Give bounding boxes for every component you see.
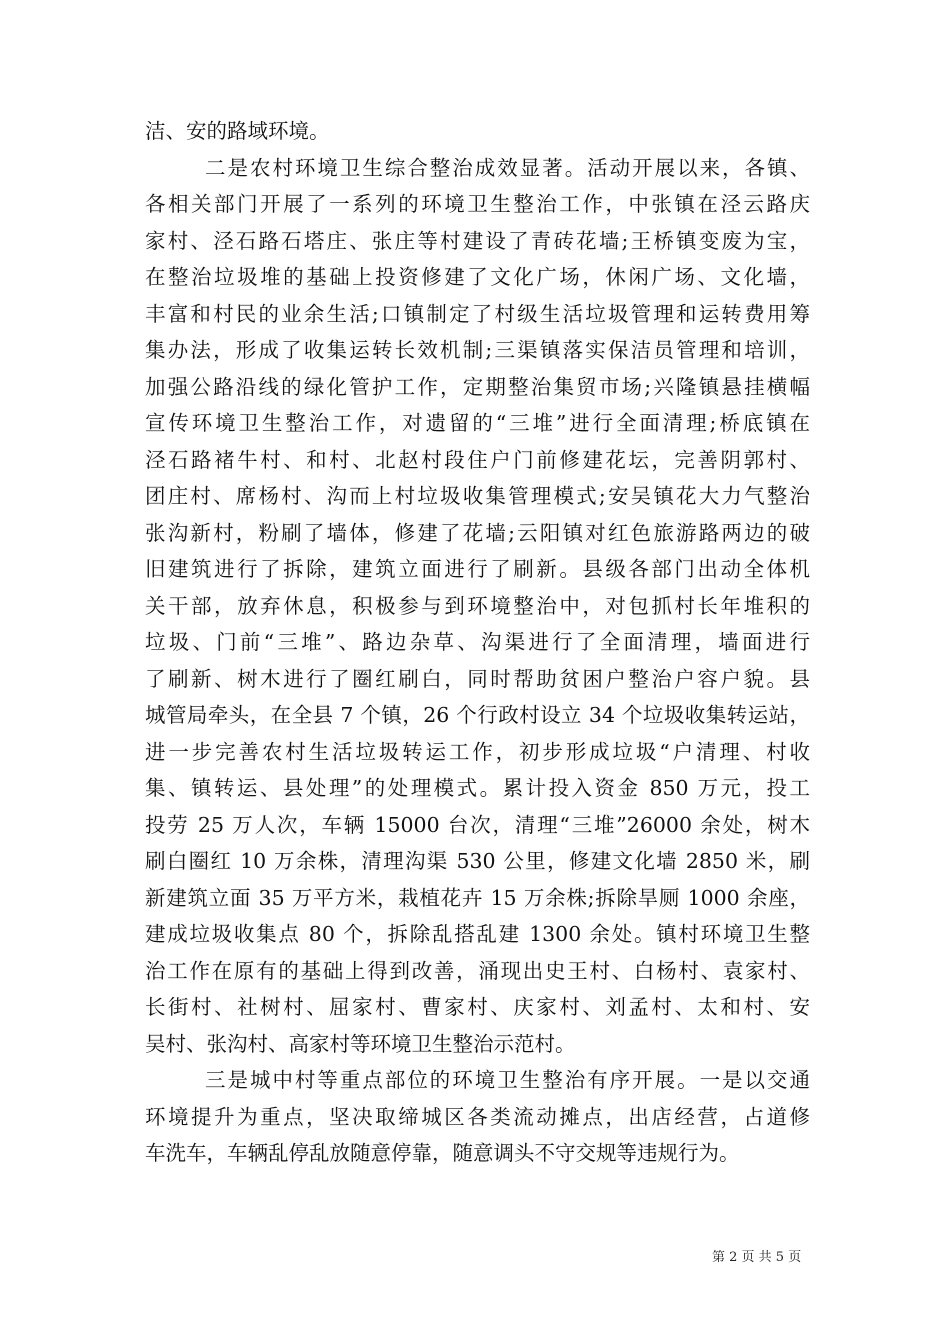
text-line: 长街村、社树村、屈家村、曹家村、庆家村、刘孟村、太和村、安 bbox=[145, 995, 810, 1019]
text-line: 建成垃圾收集点 80 个，拆除乱搭乱建 1300 余处。镇村环境卫生整 bbox=[145, 922, 810, 946]
text-line: 新建筑立面 35 万平方米，栽植花卉 15 万余株;拆除旱厕 1000 余座， bbox=[145, 885, 810, 910]
text-line: 关干部，放弃休息，积极参与到环境整治中，对包抓村长年堆积的 bbox=[145, 593, 810, 618]
paragraph-first-line: 三是城中村等重点部位的环境卫生整治有序开展。一是以交通 bbox=[205, 1068, 810, 1092]
text-line: 集、镇转运、县处理”的处理模式。累计投入资金 850 万元，投工 bbox=[145, 776, 810, 800]
text-line: 治工作在原有的基础上得到改善，涌现出史王村、白杨村、袁家村、 bbox=[145, 958, 810, 983]
text-line: 垃圾、门前“三堆”、路边杂草、沟渠进行了全面清理，墙面进行 bbox=[145, 630, 810, 654]
text-line: 了刷新、树木进行了圈红刷白，同时帮助贫困户整治户容户貌。县 bbox=[145, 666, 810, 691]
document-body bbox=[145, 113, 810, 1172]
text-line: 宣传环境卫生整治工作，对遗留的“三堆”进行全面清理;桥底镇在 bbox=[145, 411, 810, 435]
text-line: 家村、泾石路石塔庄、张庄等村建设了青砖花墙;王桥镇变废为宝， bbox=[145, 228, 810, 253]
paragraph-first-line: 二是农村环境卫生综合整治成效显著。活动开展以来，各镇、 bbox=[205, 155, 810, 180]
paragraph-last-line: 吴村、张沟村、高家村等环境卫生整治示范村。 bbox=[145, 1031, 576, 1056]
text-line: 加强公路沿线的绿化管护工作，定期整治集贸市场;兴隆镇悬挂横幅 bbox=[145, 374, 810, 399]
text-line: 环境提升为重点，坚决取缔城区各类流动摊点，出店经营，占道修 bbox=[145, 1104, 810, 1129]
text-line: 泾石路褚牛村、和村、北赵村段住户门前修建花坛，完善阴郭村、 bbox=[145, 447, 810, 472]
text-line: 城管局牵头，在全县 7 个镇，26 个行政村设立 34 个垃圾收集转运站， bbox=[145, 703, 810, 727]
text-line: 车洗车，车辆乱停乱放随意停靠，随意调头不守交规等违规行为。 bbox=[145, 1141, 740, 1165]
text-line: 投劳 25 万人次，车辆 15000 台次，清理“三堆”26000 余处，树木 bbox=[145, 812, 810, 837]
page-number-footer: 第 2 页 共 5 页 bbox=[712, 1250, 802, 1265]
text-line: 丰富和村民的业余生活;口镇制定了村级生活垃圾管理和运转费用筹 bbox=[145, 301, 810, 326]
text-line: 各相关部门开展了一系列的环境卫生整治工作，中张镇在泾云路庆 bbox=[145, 192, 810, 216]
text-line: 进一步完善农村生活垃圾转运工作，初步形成垃圾“户清理、村收 bbox=[145, 739, 810, 764]
text-line: 集办法，形成了收集运转长效机制;三渠镇落实保洁员管理和培训， bbox=[145, 338, 810, 362]
text-line: 旧建筑进行了拆除，建筑立面进行了刷新。县级各部门出动全体机 bbox=[145, 557, 810, 581]
text-line: 张沟新村，粉刷了墙体，修建了花墙;云阳镇对红色旅游路两边的破 bbox=[145, 520, 810, 545]
text-line: 刷白圈红 10 万余株，清理沟渠 530 公里，修建文化墙 2850 米，刷 bbox=[145, 849, 810, 873]
text-line: 在整治垃圾堆的基础上投资修建了文化广场，休闲广场、文化墙， bbox=[145, 265, 810, 289]
text-line: 洁、安的路域环境。 bbox=[145, 119, 330, 143]
text-line: 团庄村、席杨村、沟而上村垃圾收集管理模式;安吴镇花大力气整治 bbox=[145, 484, 810, 508]
